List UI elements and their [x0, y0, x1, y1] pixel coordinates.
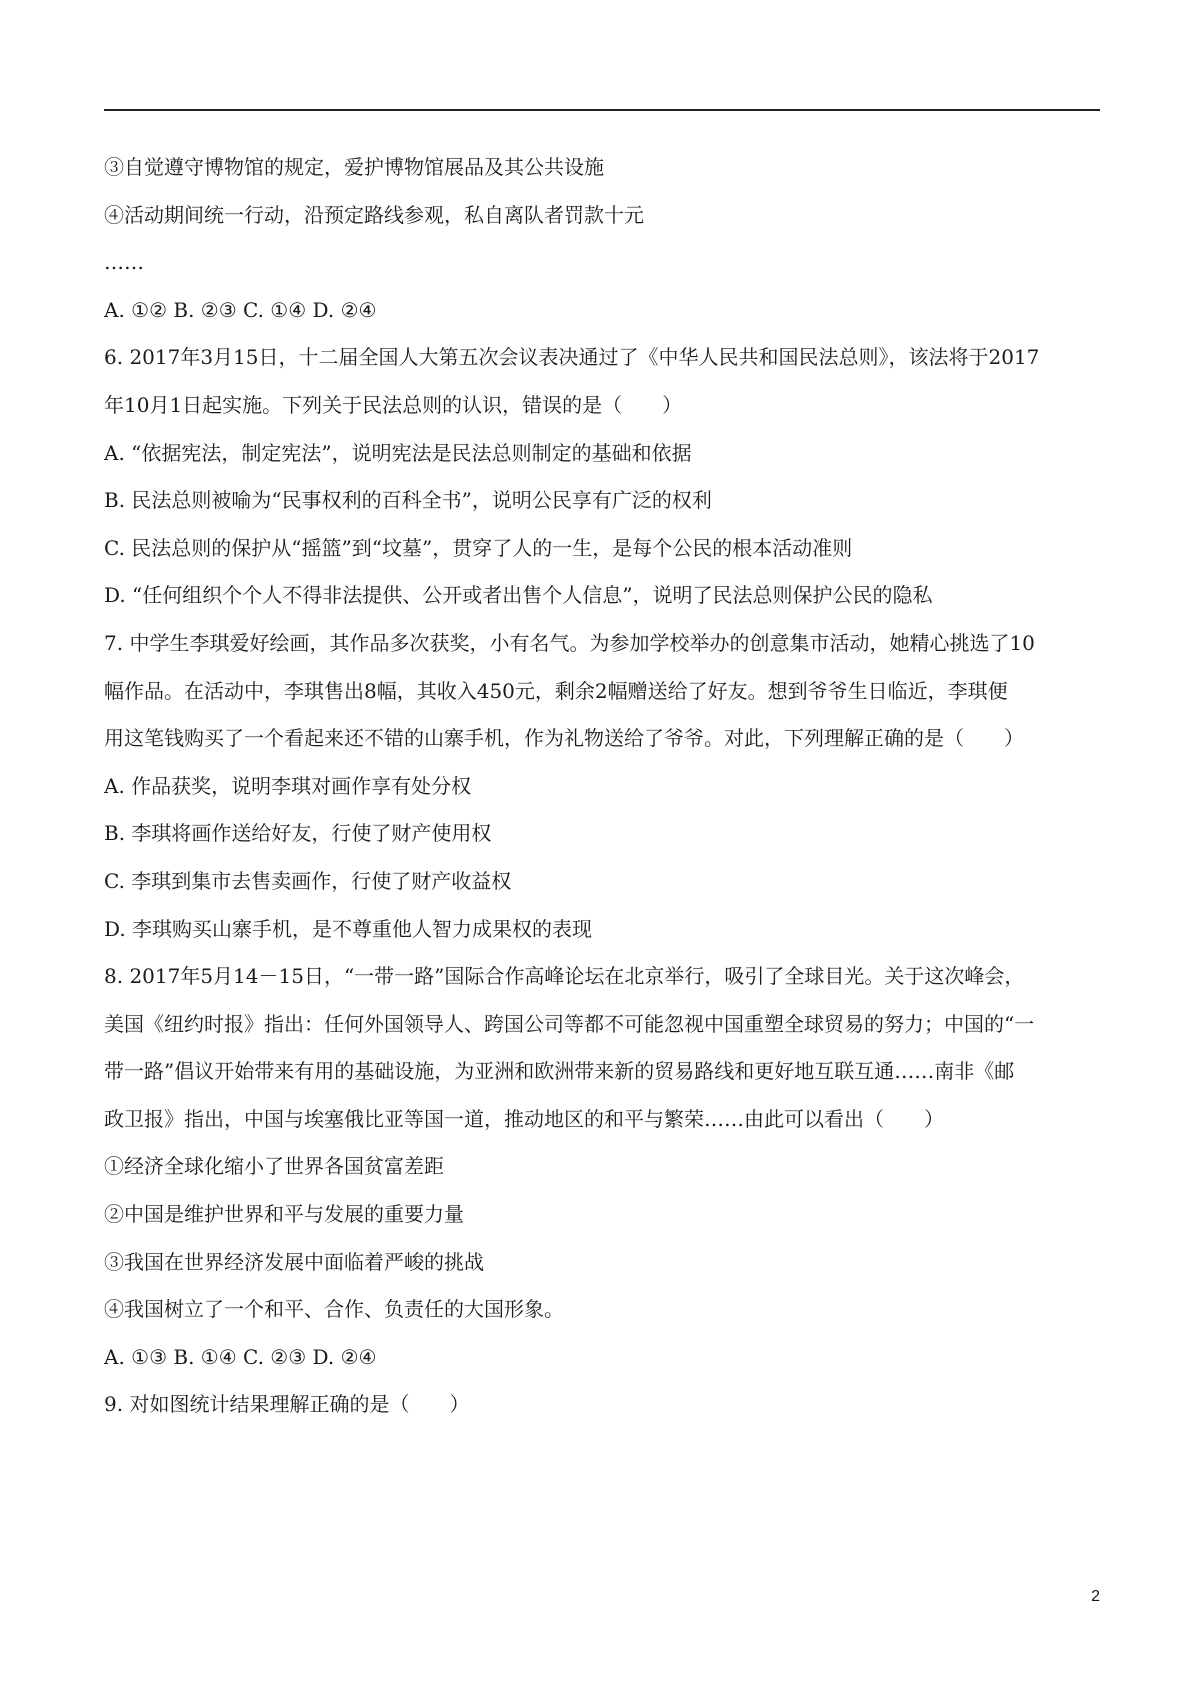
text-line: ④活动期间统一行动，沿预定路线参观，私自离队者罚款十元	[104, 202, 644, 227]
text-line: ①经济全球化缩小了世界各国贫富差距	[104, 1154, 444, 1179]
option-d: D. 李琪购买山寨手机，是不尊重他人智力成果权的表现	[104, 916, 593, 941]
text-line: ③我国在世界经济发展中面临着严峻的挑战	[104, 1249, 484, 1274]
question-8: 8. 2017年5月14－15日，“一带一路”国际合作高峰论坛在北京举行，吸引了全球目光。关于这次峰会，	[104, 964, 1025, 989]
text-line: 年10月1日起实施。下列关于民法总则的认识，错误的是（ ）	[104, 392, 683, 417]
text-line: ③自觉遵守博物馆的规定，爱护博物馆展品及其公共设施	[104, 155, 604, 179]
text-line: ……	[104, 250, 144, 275]
text-line: 用这笔钱购买了一个看起来还不错的山寨手机，作为礼物送给了爷爷。对此，下列理解正确的是（ ）	[104, 726, 1024, 751]
text-line: 美国《纽约时报》指出：任何外国领导人、跨国公司等都不可能忽视中国重塑全球贸易的努力；中国的“一	[104, 1011, 1035, 1036]
answer-options: A. ①② B. ②③ C. ①④ D. ②④	[104, 297, 377, 322]
option-c: C. 李琪到集市去售卖画作，行使了财产收益权	[104, 868, 512, 893]
question-6: 6. 2017年3月15日，十二届全国人大第五次会议表决通过了《中华人民共和国民法总则》，该法将于2017	[104, 345, 1040, 370]
option-b: B. 李琪将画作送给好友，行使了财产使用权	[104, 821, 492, 846]
page-number: 2	[1091, 1588, 1100, 1605]
option-a: A. 作品获奖，说明李琪对画作享有处分权	[104, 773, 472, 798]
text-line: ②中国是维护世界和平与发展的重要力量	[104, 1202, 464, 1227]
option-b: B. 民法总则被喻为“民事权利的百科全书”，说明公民享有广泛的权利	[104, 488, 712, 513]
text-line: ④我国树立了一个和平、合作、负责任的大国形象。	[104, 1297, 564, 1322]
option-c: C. 民法总则的保护从“摇篮”到“坟墓”，贯穿了人的一生，是每个公民的根本活动准则	[104, 535, 853, 560]
option-d: D. “任何组织个个人不得非法提供、公开或者出售个人信息”，说明了民法总则保护公民的隐私	[104, 583, 933, 608]
text-line: 政卫报》指出，中国与埃塞俄比亚等国一道，推动地区的和平与繁荣……由此可以看出（ ）	[104, 1106, 944, 1131]
page-content	[104, 144, 1100, 1429]
question-9: 9. 对如图统计结果理解正确的是（ ）	[104, 1392, 470, 1417]
text-line: 幅作品。在活动中，李琪售出8幅，其收入450元，剩余2幅赠送给了好友。想到爷爷生日临近，李琪便	[104, 678, 1008, 703]
header-rule	[104, 109, 1100, 111]
answer-options: A. ①③ B. ①④ C. ②③ D. ②④	[104, 1344, 377, 1369]
question-7: 7. 中学生李琪爱好绘画，其作品多次获奖，小有名气。为参加学校举办的创意集市活动，她精心挑选了10	[104, 630, 1035, 655]
text-line: 带一路”倡议开始带来有用的基础设施，为亚洲和欧洲带来新的贸易路线和更好地互联互通……南非《邮	[104, 1059, 1015, 1084]
option-a: A. “依据宪法，制定宪法”，说明宪法是民法总则制定的基础和依据	[104, 440, 692, 465]
